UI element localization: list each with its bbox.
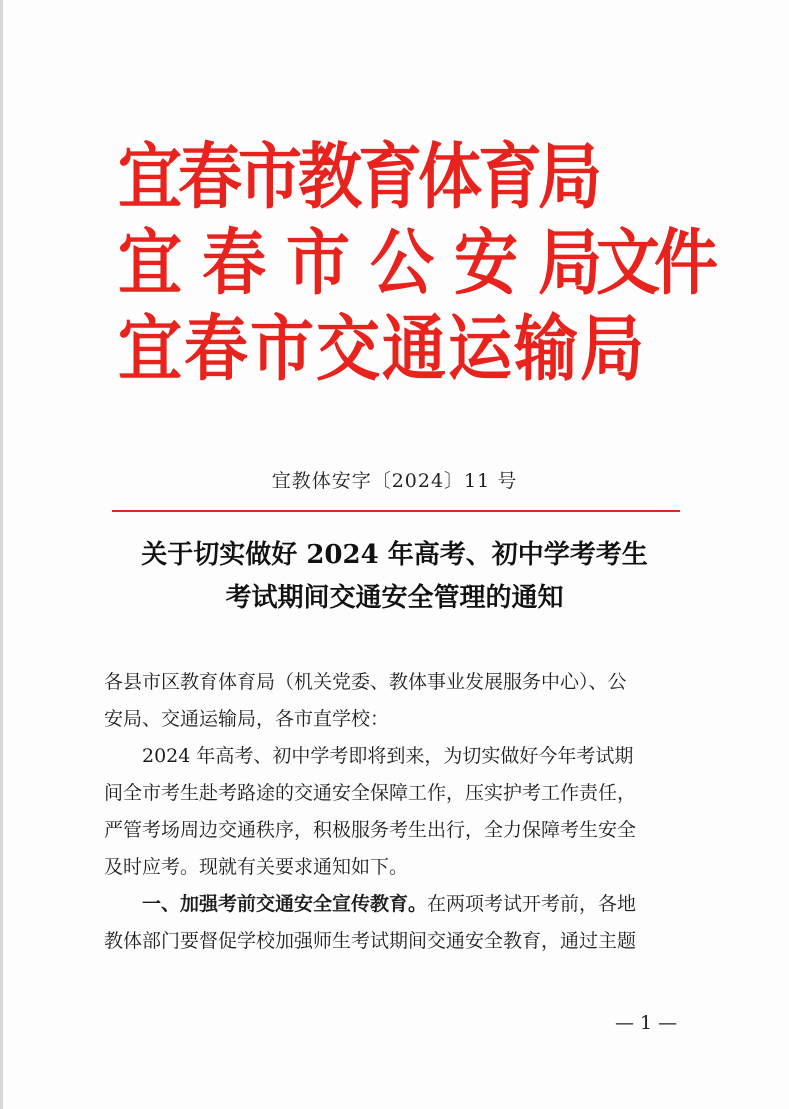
masthead-line-education: 宜 春 市 教 育 体 育 局 <box>118 135 602 220</box>
masthead-line-transport: 宜 春 市 交 通 运 输 局 <box>118 307 644 392</box>
red-divider-rule <box>112 510 680 512</box>
masthead-line-public-security: 宜 春 市 公 安 局 文 件 <box>118 221 718 306</box>
addressee-line-2: 安局、交通运输局，各市直学校： <box>104 708 390 730</box>
paragraph-1-line-3: 严管考场周边交通秩序，积极服务考生出行，全力保障考生安全 <box>104 819 637 841</box>
paragraph-2-line-2: 教体部门要督促学校加强师生考试期间交通安全教育，通过主题 <box>104 930 637 952</box>
document-body <box>104 664 694 960</box>
title-line-2: 考试期间交通安全管理的通知 <box>225 583 564 613</box>
section-heading-1: 一、加强考前交通安全宣传教育。 <box>142 893 428 915</box>
document-number: 宜教体安字〔2024〕11 号 <box>271 470 518 492</box>
addressee-line-1: 各县市区教育体育局（机关党委、教体事业发展服务中心）、公 <box>104 671 627 693</box>
document-title <box>0 534 789 620</box>
paragraph-1-line-1: 2024 年高考、初中学考即将到来，为切实做好今年考试期 <box>142 745 634 767</box>
paragraph-2-line-1-text: 在两项考试开考前，各地 <box>427 893 637 915</box>
red-masthead <box>118 135 718 393</box>
title-line-1: 关于切实做好 2024 年高考、初中学考考生 <box>141 540 648 570</box>
paragraph-2-line-1 <box>104 886 694 923</box>
paragraph-1-line-2: 间全市考生赴考路途的交通安全保障工作，压实护考工作责任， <box>104 782 637 804</box>
paragraph-1-line-4: 及时应考。现就有关要求通知如下。 <box>104 856 409 878</box>
page-number: — 1 — <box>615 1012 678 1034</box>
